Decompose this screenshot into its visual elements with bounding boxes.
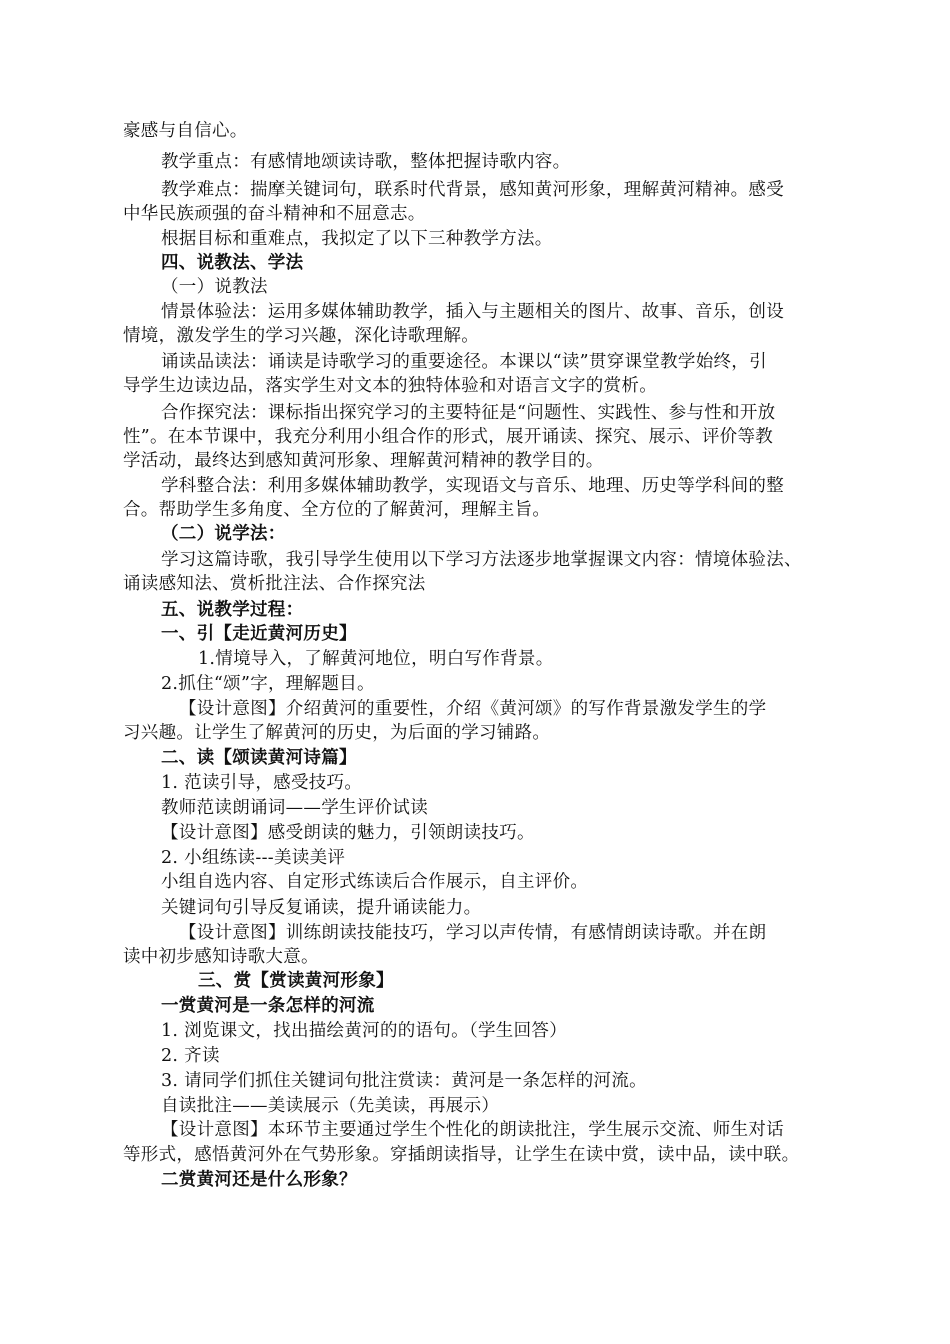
- step-heading: 一、引【走近黄河历史】: [161, 624, 357, 644]
- text-line: 性”。在本节课中，我充分利用小组合作的形式，展开诵读、探究、展示、评价等教: [123, 427, 774, 447]
- text-line: 诵读感知法、赏析批注法、合作探究法: [123, 574, 426, 594]
- text-line: 2. 小组练读---美读美评: [161, 848, 346, 868]
- text-line: 学科整合法：利用多媒体辅助教学，实现语文与音乐、地理、历史等学科间的整: [161, 476, 784, 496]
- subsection-heading: （一）说教法: [161, 277, 268, 297]
- text-line: 2.抓住“颂”字，理解题目。: [161, 674, 375, 694]
- text-line: 情景体验法：运用多媒体辅助教学，插入与主题相关的图片、故事、音乐，创设: [161, 302, 784, 322]
- text-line: 中华民族顽强的奋斗精神和不屈意志。: [123, 204, 426, 224]
- text-line: 1. 浏览课文，找出描绘黄河的的语句。（学生回答）: [161, 1021, 568, 1041]
- design-intent: 【设计意图】本环节主要通过学生个性化的朗读批注，学生展示交流、师生对话: [161, 1120, 784, 1140]
- text-line: 情境，激发学生的学习兴趣，深化诗歌理解。: [123, 326, 479, 346]
- text-line: 3. 请同学们抓住关键词句批注赏读：黄河是一条怎样的河流。: [161, 1071, 647, 1091]
- text-line: 习兴趣。让学生了解黄河的历史，为后面的学习铺路。: [123, 723, 551, 743]
- text-line: 教学难点：揣摩关键词句，联系时代背景，感知黄河形象，理解黄河精神。感受: [161, 180, 784, 200]
- subsection-heading: 二赏黄河还是什么形象？: [161, 1170, 357, 1190]
- text-line: 诵读品读法：诵读是诗歌学习的重要途径。本课以“读”贯穿课堂教学始终，引: [161, 352, 767, 372]
- design-intent: 【设计意图】训练朗读技能技巧，学习以声传情，有感情朗读诗歌。并在朗: [179, 923, 767, 943]
- design-intent: 【设计意图】介绍黄河的重要性，介绍《黄河颂》的写作背景激发学生的学: [179, 699, 767, 719]
- text-line: 学活动，最终达到感知黄河形象、理解黄河精神的教学目的。: [123, 451, 604, 471]
- text-line: 1.情境导入，了解黄河地位，明白写作背景。: [198, 649, 554, 669]
- step-heading: 二、读【颂读黄河诗篇】: [161, 748, 357, 768]
- design-intent: 【设计意图】感受朗读的魅力，引领朗读技巧。: [161, 823, 535, 843]
- subsection-heading: 一赏黄河是一条怎样的河流: [161, 996, 375, 1016]
- section-heading: 四、说教法、学法: [161, 253, 304, 273]
- text-line: 合。帮助学生多角度、全方位的了解黄河，理解主旨。: [123, 500, 551, 520]
- text-line: 2. 齐读: [161, 1046, 220, 1066]
- text-line: 读中初步感知诗歌大意。: [123, 947, 319, 967]
- text-line: 关键词句引导反复诵读，提升诵读能力。: [161, 898, 482, 918]
- text-line: 自读批注——美读展示（先美读，再展示）: [161, 1096, 500, 1116]
- text-line: 根据目标和重难点，我拟定了以下三种教学方法。: [161, 229, 553, 249]
- step-heading: 三、赏【赏读黄河形象】: [198, 971, 394, 991]
- text-line: 豪感与自信心。: [123, 121, 248, 141]
- text-line: 1. 范读引导，感受技巧。: [161, 773, 363, 793]
- text-line: 教师范读朗诵词——学生评价试读: [161, 798, 428, 818]
- text-line: 导学生边读边品，落实学生对文本的独特体验和对语言文字的赏析。: [123, 376, 657, 396]
- section-heading: 五、说教学过程：: [161, 600, 304, 620]
- text-line: 教学重点：有感情地颂读诗歌，整体把握诗歌内容。: [161, 152, 571, 172]
- text-line: 等形式，感悟黄河外在气势形象。穿插朗读指导，让学生在读中赏，读中品，读中联。: [123, 1145, 800, 1165]
- subsection-heading: （二）说学法：: [161, 524, 286, 544]
- text-line: 小组自选内容、自定形式练读后合作展示，自主评价。: [161, 872, 589, 892]
- text-line: 学习这篇诗歌，我引导学生使用以下学习方法逐步地掌握课文内容：情境体验法、: [161, 550, 802, 570]
- text-line: 合作探究法：课标指出探究学习的主要特征是“问题性、实践性、参与性和开放: [161, 403, 776, 423]
